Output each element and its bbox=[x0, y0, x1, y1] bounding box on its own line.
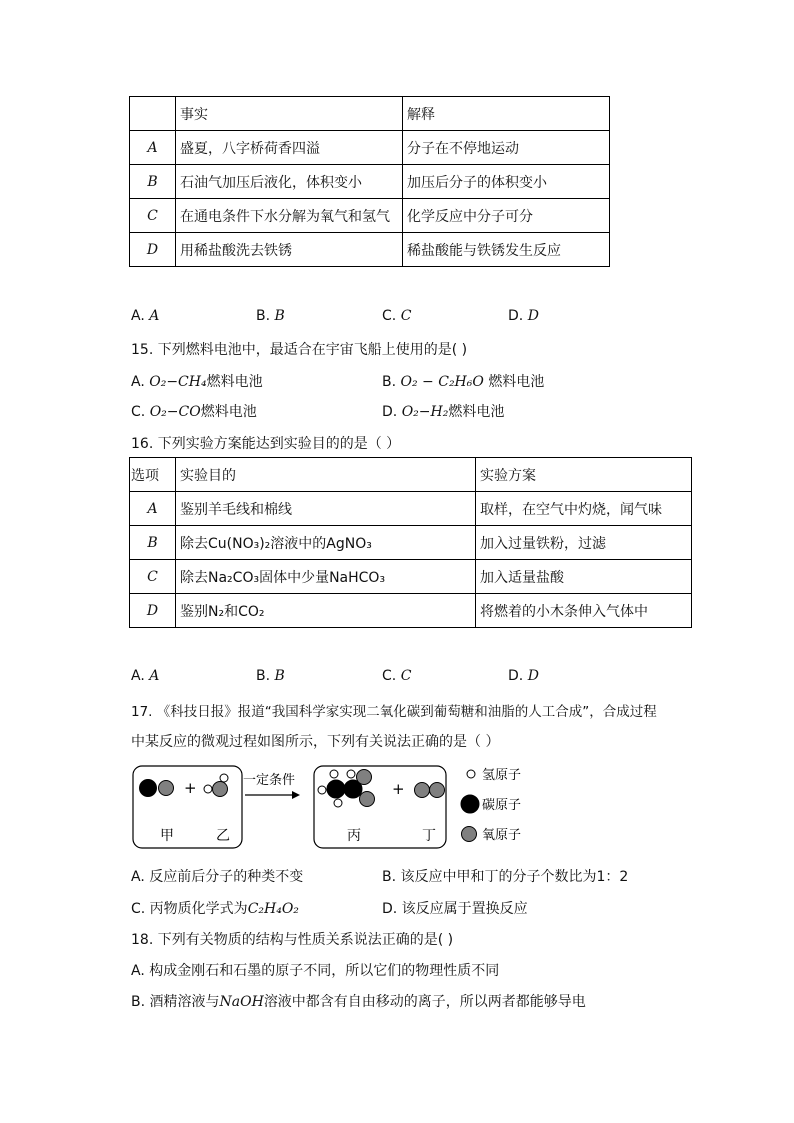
plan-cell: 取样，在空气中灼烧，闻气味 bbox=[476, 492, 692, 526]
hydrogen-atom bbox=[318, 786, 326, 794]
plus-sign: + bbox=[184, 779, 197, 797]
table-header-row bbox=[130, 458, 692, 492]
q15-option-c[interactable] bbox=[131, 401, 257, 421]
oxygen-atom bbox=[430, 783, 445, 798]
facts-table bbox=[129, 96, 610, 267]
fact-cell: 石油气加压后液化，体积变小 bbox=[176, 165, 403, 199]
purpose-cell: 除去Cu(NO₃)₂溶液中的AgNO₃ bbox=[176, 526, 476, 560]
reaction-condition: 一定条件 bbox=[243, 773, 296, 788]
q16-option-d[interactable] bbox=[508, 668, 539, 684]
option-cell: A bbox=[130, 492, 176, 526]
option-letter: B. bbox=[382, 374, 397, 390]
fact-cell: 盛夏，八字桥荷香四溢 bbox=[176, 131, 403, 165]
option-value: B bbox=[274, 308, 285, 324]
oxygen-atom bbox=[415, 783, 430, 798]
option-value: A bbox=[149, 308, 160, 324]
option-text: 溶液中都含有自由移动的离子，所以两者都能够导电 bbox=[263, 994, 586, 1010]
table-header-cell: 选项 bbox=[130, 458, 176, 492]
purpose-cell: 鉴别羊毛线和棉线 bbox=[176, 492, 476, 526]
option-letter: B. bbox=[256, 668, 271, 684]
q15-option-a[interactable] bbox=[131, 371, 263, 391]
table-row bbox=[130, 492, 692, 526]
oxygen-atom bbox=[159, 781, 174, 796]
plan-cell: 将燃着的小木条伸入气体中 bbox=[476, 594, 692, 628]
q15-option-b[interactable] bbox=[382, 371, 544, 391]
q18-stem: 18. 下列有关物质的结构与性质关系说法正确的是( ) bbox=[131, 932, 454, 948]
plus-sign: + bbox=[392, 780, 405, 798]
formula: O₂−CO bbox=[149, 404, 201, 420]
option-cell: C bbox=[130, 560, 176, 594]
q17-stem-line2: 中某反应的微观过程如图所示，下列有关说法正确的是（ ） bbox=[131, 734, 500, 750]
plan-cell: 加入适量盐酸 bbox=[476, 560, 692, 594]
option-value: D bbox=[527, 668, 539, 684]
hydrogen-legend-icon bbox=[467, 770, 475, 778]
table-row bbox=[130, 165, 610, 199]
option-letter: C. bbox=[382, 668, 397, 684]
table-header-cell: 实验方案 bbox=[476, 458, 692, 492]
q17-option-a[interactable]: A. 反应前后分子的种类不变 bbox=[131, 869, 304, 885]
option-value: A bbox=[149, 668, 160, 684]
q15-stem: 15. 下列燃料电池中，最适合在宇宙飞船上使用的是( ) bbox=[131, 342, 468, 358]
option-letter: C. bbox=[131, 404, 146, 420]
reaction-diagram bbox=[130, 762, 550, 852]
option-cell: D bbox=[130, 233, 176, 267]
purpose-cell: 除去Na₂CO₃固体中少量NaHCO₃ bbox=[176, 560, 476, 594]
option-value: C bbox=[400, 308, 412, 324]
option-letter: D. bbox=[508, 308, 524, 324]
arrow-head bbox=[292, 791, 300, 799]
q14-option-d[interactable] bbox=[508, 308, 539, 324]
explanation-cell: 加压后分子的体积变小 bbox=[403, 165, 610, 199]
table-header-cell bbox=[130, 97, 176, 131]
plan-cell: 加入过量铁粉，过滤 bbox=[476, 526, 692, 560]
label-jia: 甲 bbox=[160, 828, 174, 844]
q16-option-a[interactable] bbox=[131, 668, 159, 684]
fact-cell: 用稀盐酸洗去铁锈 bbox=[176, 233, 403, 267]
oxygen-atom bbox=[213, 782, 228, 797]
q17-stem-line1: 17. 《科技日报》报道“我国科学家实现二氧化碳到葡萄糖和油脂的人工合成”，合成过程 bbox=[131, 704, 657, 720]
table-header-cell: 事实 bbox=[176, 97, 403, 131]
option-value: D bbox=[527, 308, 539, 324]
table-header-cell: 实验目的 bbox=[176, 458, 476, 492]
q17-option-c[interactable] bbox=[131, 898, 299, 918]
option-letter: B. bbox=[256, 308, 271, 324]
table-row bbox=[130, 594, 692, 628]
option-cell: A bbox=[130, 131, 176, 165]
label-yi: 乙 bbox=[216, 828, 230, 844]
table-row bbox=[130, 560, 692, 594]
table-row bbox=[130, 233, 610, 267]
legend-hydrogen: 氢原子 bbox=[482, 768, 522, 783]
carbon-legend-icon bbox=[461, 795, 479, 813]
option-text: 燃料电池 bbox=[206, 374, 263, 390]
option-cell: C bbox=[130, 199, 176, 233]
purpose-cell: 鉴别N₂和CO₂ bbox=[176, 594, 476, 628]
q16-option-c[interactable] bbox=[382, 668, 411, 684]
experiment-table bbox=[129, 457, 692, 628]
explanation-cell: 稀盐酸能与铁锈发生反应 bbox=[403, 233, 610, 267]
option-value: B bbox=[274, 668, 285, 684]
option-letter: A. bbox=[131, 308, 145, 324]
option-text: 燃料电池 bbox=[488, 374, 545, 390]
explanation-cell: 化学反应中分子可分 bbox=[403, 199, 610, 233]
option-text: B. 酒精溶液与 bbox=[131, 994, 220, 1010]
table-row bbox=[130, 131, 610, 165]
q15-option-d[interactable] bbox=[382, 401, 504, 421]
option-text: C. 丙物质化学式为 bbox=[131, 901, 248, 917]
q17-option-d[interactable]: D. 该反应属于置换反应 bbox=[382, 901, 528, 917]
option-letter: D. bbox=[382, 404, 398, 420]
q18-option-b[interactable] bbox=[131, 991, 586, 1011]
oxygen-legend-icon bbox=[462, 827, 477, 842]
option-letter: A. bbox=[131, 668, 145, 684]
q18-option-a[interactable]: A. 构成金刚石和石墨的原子不同，所以它们的物理性质不同 bbox=[131, 963, 500, 979]
table-row bbox=[130, 526, 692, 560]
formula: O₂−H₂ bbox=[401, 404, 449, 420]
option-value: C bbox=[400, 668, 412, 684]
q14-option-b[interactable] bbox=[256, 308, 285, 324]
hydrogen-atom bbox=[347, 770, 355, 778]
option-text: 燃料电池 bbox=[448, 404, 505, 420]
legend-oxygen: 氧原子 bbox=[482, 828, 522, 843]
oxygen-atom bbox=[360, 792, 375, 807]
formula: NaOH bbox=[219, 994, 264, 1010]
option-letter: A. bbox=[131, 374, 145, 390]
option-text: 燃料电池 bbox=[200, 404, 257, 420]
label-bing: 丙 bbox=[347, 828, 361, 844]
hydrogen-atom bbox=[220, 774, 228, 782]
hydrogen-atom bbox=[334, 799, 342, 807]
carbon-atom bbox=[140, 780, 157, 797]
option-cell: B bbox=[130, 165, 176, 199]
formula: O₂ − C₂H₆O bbox=[400, 374, 484, 390]
q14-option-c[interactable] bbox=[382, 308, 411, 324]
hydrogen-atom bbox=[330, 770, 338, 778]
q16-option-b[interactable] bbox=[256, 668, 285, 684]
formula: O₂−CH₄ bbox=[149, 374, 207, 390]
q14-option-a[interactable] bbox=[131, 308, 159, 324]
legend-carbon: 碳原子 bbox=[482, 798, 522, 813]
option-cell: D bbox=[130, 594, 176, 628]
table-header-cell: 解释 bbox=[403, 97, 610, 131]
oxygen-atom bbox=[357, 770, 372, 785]
fact-cell: 在通电条件下水分解为氧气和氢气 bbox=[176, 199, 403, 233]
explanation-cell: 分子在不停地运动 bbox=[403, 131, 610, 165]
table-row bbox=[130, 199, 610, 233]
option-letter: D. bbox=[508, 668, 524, 684]
option-letter: C. bbox=[382, 308, 397, 324]
hydrogen-atom bbox=[204, 785, 212, 793]
carbon-atom bbox=[327, 780, 345, 798]
formula: C₂H₄O₂ bbox=[247, 901, 299, 917]
option-cell: B bbox=[130, 526, 176, 560]
q17-option-b[interactable]: B. 该反应中甲和丁的分子个数比为1：2 bbox=[382, 869, 629, 885]
q16-stem: 16. 下列实验方案能达到实验目的的是（ ） bbox=[131, 436, 401, 452]
label-ding: 丁 bbox=[422, 828, 436, 844]
table-header-row bbox=[130, 97, 610, 131]
